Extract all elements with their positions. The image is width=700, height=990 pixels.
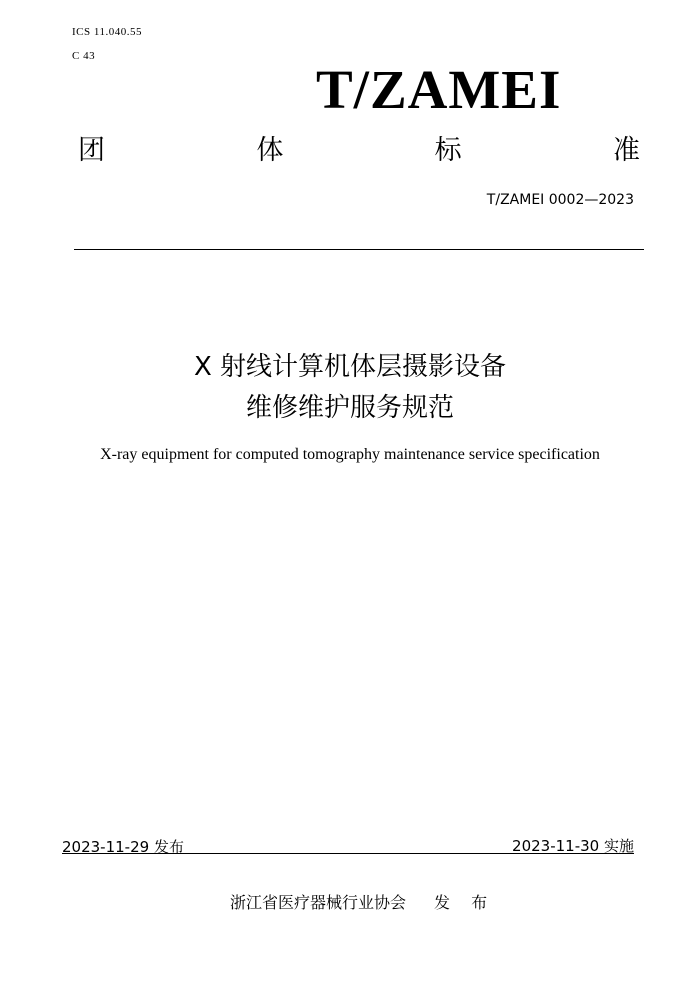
- bottom-divider: [62, 853, 634, 854]
- category-char: 标: [434, 135, 462, 166]
- english-title: X-ray equipment for computed tomography maintenance service specification: [100, 446, 600, 463]
- standard-category: [78, 137, 640, 164]
- issue-action: 发 布: [434, 893, 496, 912]
- title-line-1: X 射线计算机体层摄影设备: [193, 352, 507, 382]
- standard-number: T/ZAMEI 0002—2023: [486, 192, 634, 208]
- classification-code: C 43: [72, 50, 96, 62]
- standard-logo: T/ZAMEI: [316, 59, 562, 120]
- ics-code: ICS 11.040.55: [72, 26, 142, 38]
- publish-date: 2023-11-29 发布: [62, 838, 184, 856]
- category-char: 体: [256, 135, 284, 166]
- category-char: 准: [612, 135, 640, 166]
- title-line-2: 维修维护服务规范: [245, 393, 454, 423]
- issuing-organization: 浙江省医疗器械行业协会: [230, 893, 407, 912]
- top-divider: [74, 249, 644, 250]
- issuer-line: [230, 890, 495, 913]
- implementation-date: 2023-11-30 实施: [512, 837, 634, 855]
- category-char: 团: [78, 135, 105, 166]
